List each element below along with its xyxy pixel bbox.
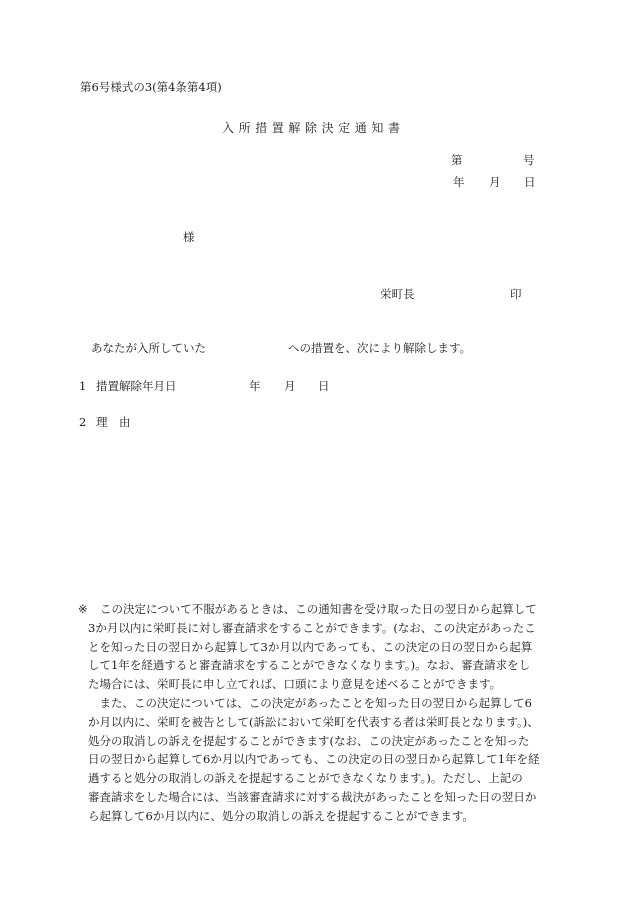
notice-line: して1年を経過すると審査請求をすることができなくなります。)。なお、審査請求をし <box>88 658 531 673</box>
notice-line: 処分の取消しの訴えを提起することができます(なお、この決定があったことを知った <box>88 733 530 748</box>
form-number: 第6号様式の3(第4条第4項) <box>80 80 222 94</box>
item-2-number: 2 <box>79 415 87 429</box>
notice-line-text: この決定について不服があるときは、この通知書を受け取った日の翌日から起算して <box>100 602 537 616</box>
notice-line: また、この決定については、この決定があったことを知った日の翌日から起算して6 <box>88 695 532 710</box>
issuer-seal-mark: 印 <box>510 287 522 301</box>
notice-line: とを知った日の翌日から起算して3か月以内であっても、この決定の日の翌日から起算 <box>88 639 533 654</box>
appeal-notice <box>78 600 558 826</box>
item-1-month-label: 月 <box>284 379 296 393</box>
item-2-label: 理 由 <box>96 415 131 429</box>
document-number-suffix: 号 <box>523 153 535 167</box>
addressee-honorific: 様 <box>183 230 195 244</box>
notice-line: 審査請求をした場合には、当該審査請求に対する裁決があったことを知った日の翌日か <box>88 789 537 804</box>
notice-line: 3か月以内に栄町長に対し審査請求をすることができます。(なお、この決定があったこ <box>88 620 536 635</box>
item-1-day-label: 日 <box>318 379 330 393</box>
document-title: 入所措置解除決定通知書 <box>222 121 405 135</box>
document-number-prefix: 第 <box>451 153 463 167</box>
date-year-label: 年 <box>453 175 465 189</box>
notice-line: た場合には、栄町長に申し立てれば、口頭により意見を述べることができます。 <box>88 677 502 692</box>
notice-mark: ※ <box>78 602 88 616</box>
item-1-year-label: 年 <box>249 379 261 393</box>
issuer-title: 栄町長 <box>380 287 415 301</box>
date-day-label: 日 <box>524 175 536 189</box>
notice-line: 日の翌日から起算して6か月以内であっても、この決定の日の翌日から起算して1年を経 <box>88 752 540 767</box>
body-text-before-blank: あなたが入所していた <box>91 341 206 355</box>
notice-line: ら起算して6か月以内に、処分の取消しの訴えを提起することができます。 <box>88 808 474 823</box>
notice-line <box>78 600 558 619</box>
notice-line: か月以内に、栄町を被告として(訴訟において栄町を代表する者は栄町長となります。)、 <box>88 714 539 729</box>
notice-line: 過すると処分の取消しの訴えを提起することができなくなります。)。ただし、上記の <box>88 771 523 786</box>
body-text-after-blank: への措置を、次により解除します。 <box>288 341 472 355</box>
item-1-label: 措置解除年月日 <box>96 379 177 393</box>
date-month-label: 月 <box>489 175 501 189</box>
item-1-number: 1 <box>79 379 87 393</box>
